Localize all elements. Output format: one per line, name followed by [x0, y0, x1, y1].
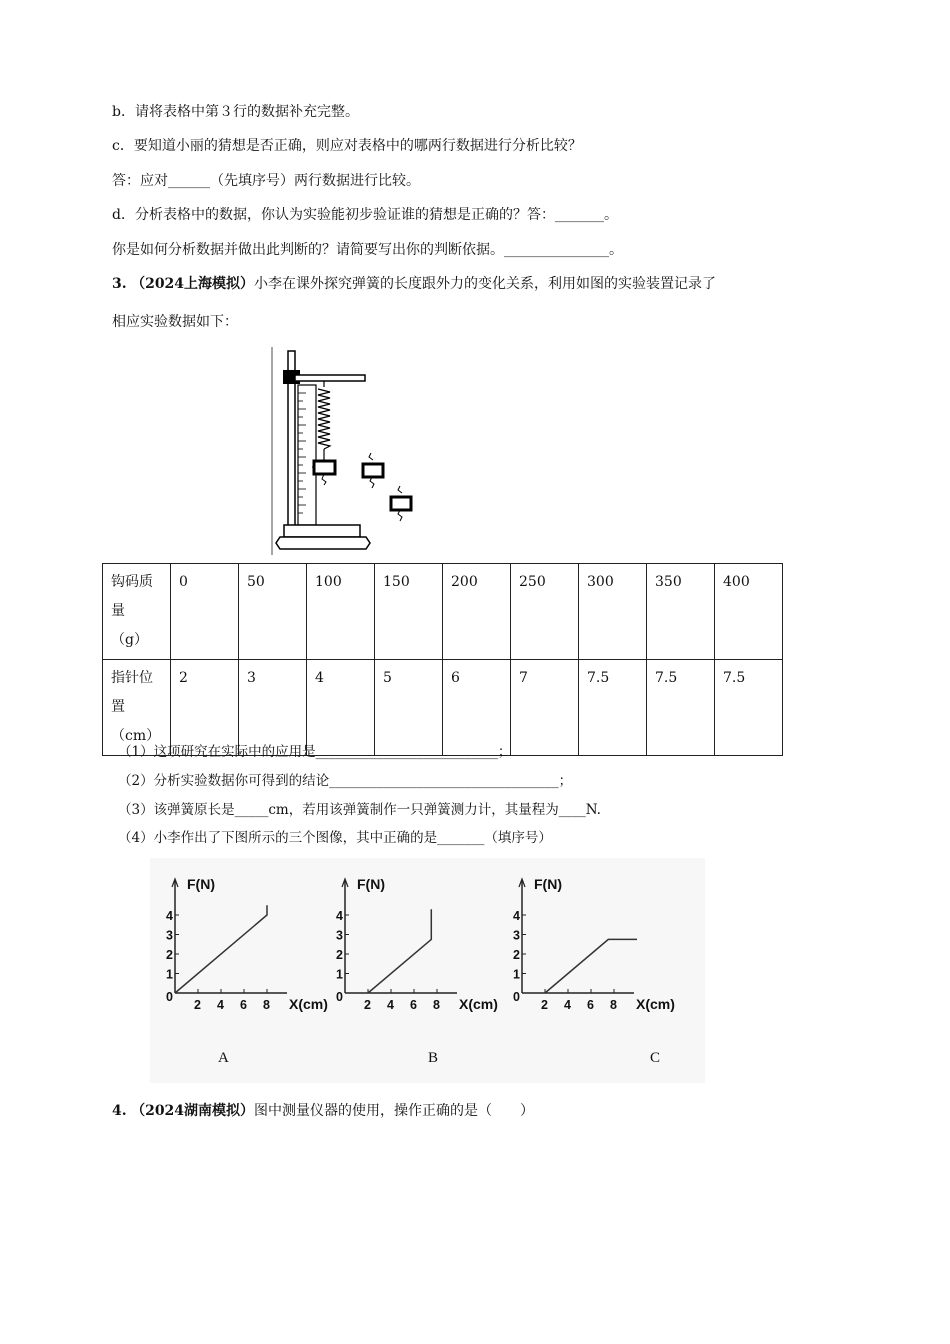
q3-source: （2024上海模拟） [131, 276, 255, 292]
y-tick-label: 2 [166, 948, 173, 962]
y-axis-label: F(N) [357, 876, 385, 892]
table-cell: 150 [375, 564, 443, 660]
judgment-line: 你是如何分析数据并做出此判断的？请简要写出你的判断依据。_______________。 [112, 242, 623, 258]
y-tick-label: 1 [336, 967, 343, 982]
table-cell: 200 [443, 564, 511, 660]
question-4 [112, 1101, 534, 1121]
table-cell: 6 [443, 660, 511, 756]
x-axis-label: X(cm) [289, 996, 328, 1012]
x-tick-label: 6 [410, 998, 417, 1012]
subquestion-4: （4）小李作出了下图所示的三个图像，其中正确的是_______（填序号） [118, 830, 552, 846]
q4-source: （2024湖南模拟） [131, 1103, 255, 1119]
y-tick-label: 4 [336, 909, 343, 923]
y-tick-label: 1 [513, 967, 520, 982]
graph-caption-b: B [428, 1050, 439, 1066]
x-tick-label: 8 [263, 998, 270, 1012]
spring-data-table [102, 563, 783, 756]
q4-text: 图中测量仪器的使用，操作正确的是（ ） [254, 1103, 535, 1119]
row-header-mass: 钩码质 量 （g） [103, 564, 171, 660]
graph-caption-c: C [650, 1050, 661, 1066]
question-d: d．分析表格中的数据，你认为实验能初步验证谁的猜想是正确的？答：_______。 [112, 207, 618, 223]
table-cell: 350 [647, 564, 715, 660]
x-tick-label: 4 [564, 998, 571, 1012]
x-tick-label: 4 [217, 998, 224, 1012]
table-cell: 3 [239, 660, 307, 756]
table-cell: 0 [171, 564, 239, 660]
x-tick-label: 8 [433, 998, 440, 1012]
y-tick-label: 4 [166, 909, 173, 923]
table-cell: 7.5 [579, 660, 647, 756]
y-tick-label: 2 [513, 948, 520, 962]
table-cell: 7.5 [715, 660, 783, 756]
y-axis-label: F(N) [187, 876, 215, 892]
x-tick-label: 2 [194, 998, 201, 1012]
x-tick-label: 2 [364, 998, 371, 1012]
y-tick-label: 3 [166, 928, 173, 943]
question-3-cont: 相应实验数据如下： [112, 314, 238, 330]
question-b: b．请将表格中第３行的数据补充完整。 [112, 104, 359, 120]
subquestion-3: （3）该弹簧原长是_____cm，若用该弹簧制作一只弹簧测力计，其量程为____N. [118, 802, 601, 818]
answer-line: 答：应对______（先填序号）两行数据进行比较。 [112, 173, 420, 189]
question-c: c．要知道小丽的猜想是否正确，则应对表格中的哪两行数据进行分析比较？ [112, 138, 582, 154]
y-tick-label: 3 [513, 928, 520, 943]
subquestion-2: （2）分析实验数据你可得到的结论__________________________________； [118, 773, 573, 789]
table-cell: 5 [375, 660, 443, 756]
x-tick-label: 6 [240, 998, 247, 1012]
spring-apparatus-figure [268, 343, 428, 558]
q4-number: 4. [112, 1103, 127, 1119]
subquestion-1: （1）这项研究在实际中的应用是___________________________； [118, 744, 512, 760]
x-axis-label: X(cm) [636, 996, 675, 1012]
y-tick-label: 1 [166, 967, 173, 982]
table-cell: 250 [511, 564, 579, 660]
x-tick-label: 6 [587, 998, 594, 1012]
y-tick-label: 0 [336, 990, 343, 1004]
table-cell: 50 [239, 564, 307, 660]
y-axis-label: F(N) [534, 876, 562, 892]
graph-caption-a: A [218, 1050, 229, 1066]
row-header-position: 指针位 置 （cm） [103, 660, 171, 756]
question-3 [112, 274, 716, 294]
y-tick-label: 2 [336, 948, 343, 962]
y-tick-label: 0 [513, 990, 520, 1004]
x-axis-label: X(cm) [459, 996, 498, 1012]
table-cell: 100 [307, 564, 375, 660]
q3-number: 3. [112, 276, 127, 292]
table-cell: 400 [715, 564, 783, 660]
table-row-mass [103, 564, 783, 660]
y-tick-label: 3 [336, 928, 343, 943]
table-cell: 4 [307, 660, 375, 756]
table-cell: 300 [579, 564, 647, 660]
table-cell: 7 [511, 660, 579, 756]
table-cell: 2 [171, 660, 239, 756]
y-tick-label: 4 [513, 909, 520, 923]
table-cell: 7.5 [647, 660, 715, 756]
q3-text: 小李在课外探究弹簧的长度跟外力的变化关系，利用如图的实验装置记录了 [254, 276, 717, 292]
y-tick-label: 0 [166, 990, 173, 1004]
x-tick-label: 2 [541, 998, 548, 1012]
x-tick-label: 8 [610, 998, 617, 1012]
x-tick-label: 4 [387, 998, 394, 1012]
